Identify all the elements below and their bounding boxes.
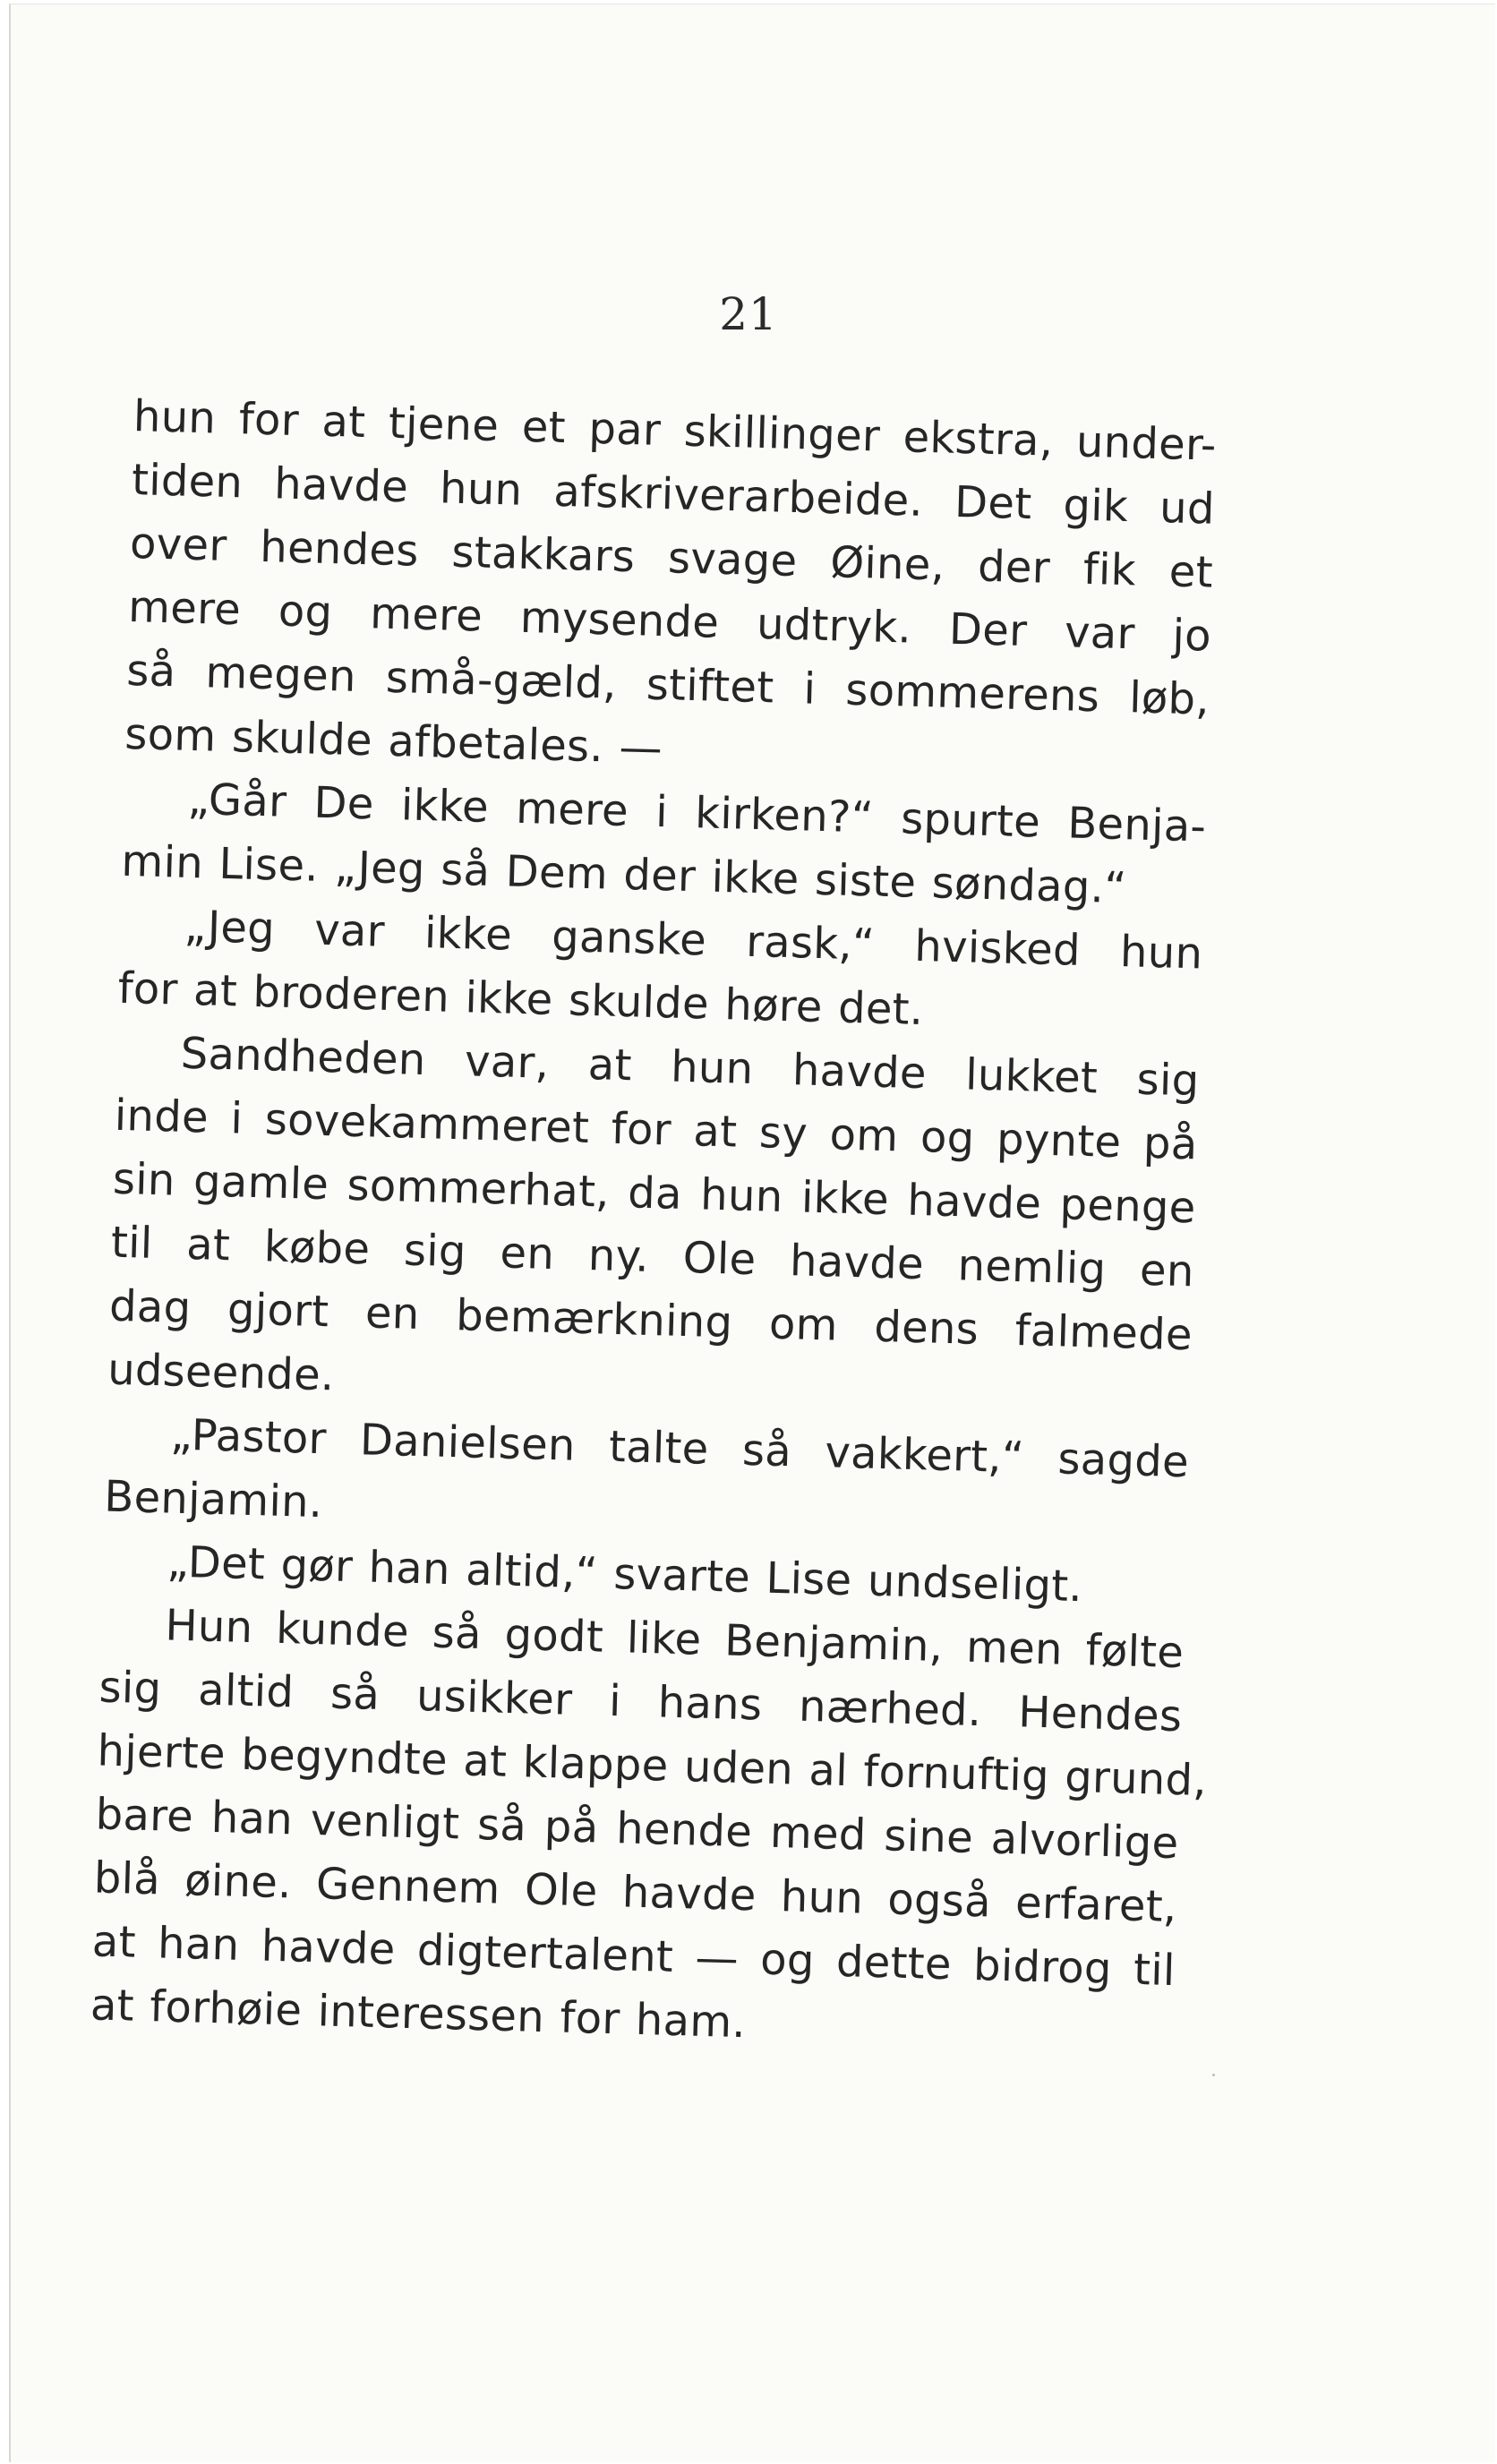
- text-line: mere og mere mysende udtryk. Der var jo: [127, 581, 1212, 662]
- text-line: som skulde afbetales. —: [124, 708, 663, 774]
- text-line: „Det gør han altid,“ svarte Lise undseligt.: [166, 1536, 1083, 1613]
- text-line: „Jeg var ikke ganske rask,“ hvisked hun: [183, 901, 1204, 980]
- paper-speck: [1212, 2074, 1215, 2076]
- text-line: inde i sovekammeret for at sy om og pynte på: [114, 1090, 1199, 1170]
- text-line: „Pastor Danielsen talte så vakkert,“ sagde: [169, 1409, 1190, 1488]
- text-line: Sandheden var, at hun havde lukket sig: [180, 1028, 1201, 1107]
- body-text: [90, 385, 1217, 2066]
- text-line: hjerte begyndte at klappe uden al fornuftig grund,: [96, 1725, 1208, 1806]
- text-line: tiden havde hun afskriverarbeide. Det gik ud: [131, 454, 1216, 535]
- text-line: udseende.: [107, 1344, 336, 1401]
- text-line: dag gjort en bemærkning om dens falmede: [108, 1280, 1193, 1361]
- text-line: at han havde digtertalent — og dette bidrog til: [91, 1916, 1176, 1997]
- text-line: for at broderen ikke skulde høre det.: [117, 962, 925, 1036]
- text-line: over hendes stakkars svage Øine, der fik et: [129, 518, 1214, 598]
- page-number: 21: [719, 288, 778, 340]
- text-line: til at købe sig en ny. Ole havde nemlig en: [110, 1217, 1195, 1297]
- text-line: sig altid så usikker i hans nærhed. Hendes: [98, 1662, 1183, 1742]
- text-line: så megen små-gæld, stiftet i sommerens løb,: [125, 645, 1210, 725]
- text-line: hun for at tjene et par skillinger ekstra, under-: [133, 390, 1218, 471]
- text-line: Benjamin.: [103, 1471, 324, 1528]
- text-line: Hun kunde så godt like Benjamin, men følte: [164, 1600, 1185, 1679]
- text-line: blå øine. Gennem Ole havde hun også erfaret,: [93, 1852, 1178, 1933]
- text-line: bare han venligt så på hende med sine alvorlige: [95, 1789, 1180, 1869]
- text-line: min Lise. „Jeg så Dem der ikke siste søndag.“: [120, 835, 1128, 914]
- text-line: „Går De ikke mere i kirken?“ spurte Benja-: [186, 774, 1207, 852]
- text-line: at forhøie interessen for ham.: [90, 1980, 747, 2049]
- text-line: sin gamle sommerhat, da hun ikke havde penge: [112, 1153, 1197, 1234]
